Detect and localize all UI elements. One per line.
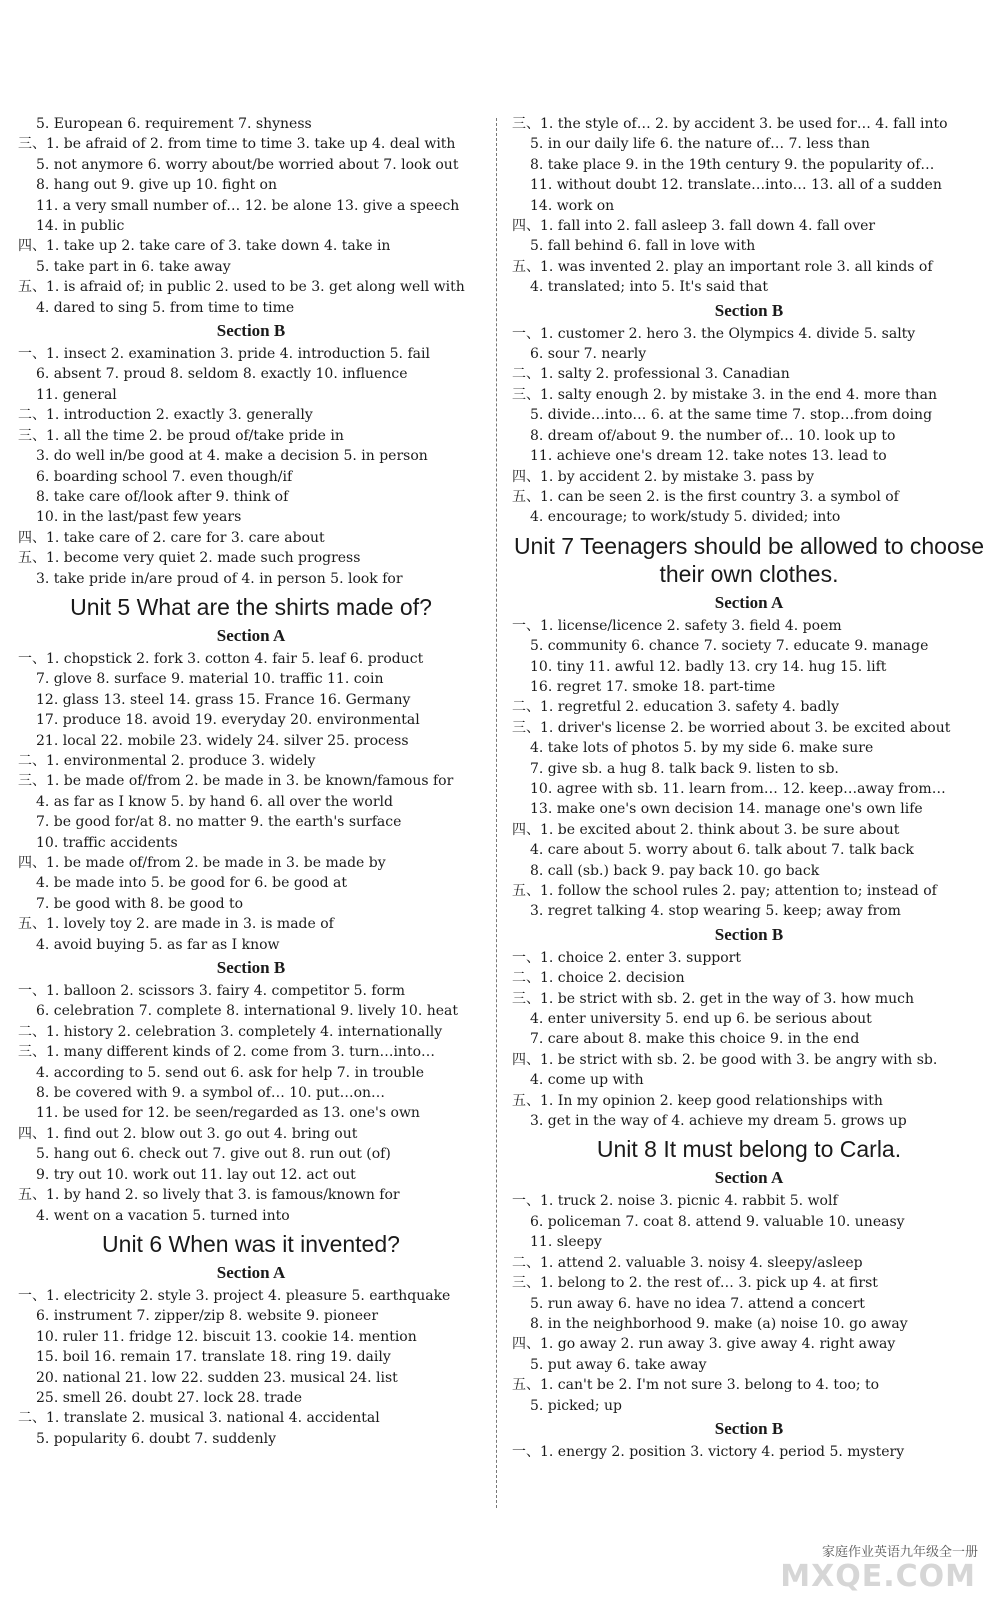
answer-line: 5. take part in 6. take away: [36, 258, 231, 275]
answer-line: 8. in the neighborhood 9. make (a) noise 10. go away: [530, 1315, 908, 1332]
answer-line: 四、1. be strict with sb. 2. be good with 3. be angry with sb.: [512, 1051, 938, 1068]
answer-line: 4. take lots of photos 5. by my side 6. make sure: [530, 740, 874, 757]
unit-title: Unit 5 What are the shirts made of?: [70, 593, 432, 620]
answer-line: 四、1. find out 2. blow out 3. go out 4. bring out: [18, 1125, 358, 1142]
answer-line: 5. in our daily life 6. the nature of… 7. less than: [530, 136, 870, 153]
answer-line: 二、1. choice 2. decision: [512, 970, 685, 987]
answer-line: 五、1. was invented 2. play an important role 3. all kinds of: [512, 258, 933, 275]
answer-line: 二、1. salty 2. professional 3. Canadian: [512, 366, 790, 383]
answer-line: 6. boarding school 7. even though/if: [36, 468, 293, 485]
answer-line: 4. translated; into 5. It's said that: [530, 279, 769, 296]
answer-line: 14. in public: [36, 218, 125, 235]
answer-line: 6. instrument 7. zipper/zip 8. website 9. pioneer: [36, 1308, 379, 1325]
answer-line: 4. went on a vacation 5. turned into: [36, 1207, 290, 1224]
answer-line: 一、1. energy 2. position 3. victory 4. period 5. mystery: [512, 1443, 905, 1460]
answer-line: 6. sour 7. nearly: [530, 346, 647, 363]
answer-line: 5. community 6. chance 7. society 7. educate 9. manage: [530, 638, 929, 655]
answer-line: 8. take place 9. in the 19th century 9. the popularity of…: [530, 156, 935, 173]
answer-line: 3. do well in/be good at 4. make a decision 5. in person: [36, 448, 428, 465]
answer-line: 10. tiny 11. awful 12. badly 13. cry 14. hug 15. lift: [530, 658, 887, 675]
answer-line: 8. hang out 9. give up 10. fight on: [36, 177, 277, 194]
answer-line: 一、1. license/licence 2. safety 3. field 4. poem: [512, 617, 842, 634]
answer-line: 三、1. many different kinds of 2. come from 3. turn…into…: [18, 1044, 436, 1061]
answer-line: 三、1. driver's license 2. be worried about 3. be excited about: [512, 719, 951, 736]
answer-line: 五、1. become very quiet 2. made such progress: [18, 550, 361, 567]
answer-line: 7. be good with 8. be good to: [36, 895, 244, 912]
answer-line: 一、1. balloon 2. scissors 3. fairy 4. competitor 5. form: [18, 983, 405, 1000]
section-heading: Section B: [714, 924, 784, 944]
answer-line: 四、1. by accident 2. by mistake 3. pass by: [512, 468, 815, 485]
answer-line: 四、1. take care of 2. care for 3. care about: [18, 529, 325, 546]
answer-line: 14. work on: [530, 197, 615, 214]
answer-line: 一、1. customer 2. hero 3. the Olympics 4. divide 5. salty: [512, 325, 916, 342]
answer-line: 5. European 6. requirement 7. shyness: [36, 116, 312, 132]
answer-line: 5. popularity 6. doubt 7. suddenly: [36, 1430, 277, 1447]
answer-line: 五、1. follow the school rules 2. pay; attention to; instead of: [512, 883, 937, 899]
section-heading: Section B: [714, 300, 784, 320]
answer-line: 11. be used for 12. be seen/regarded as 13. one's own: [36, 1105, 420, 1122]
answer-line: 8. call (sb.) back 9. pay back 10. go back: [530, 862, 820, 879]
answer-line: 二、1. regretful 2. education 3. safety 4. badly: [512, 699, 839, 716]
answer-line: 4. avoid buying 5. as far as I know: [36, 936, 280, 953]
answer-line: 6. celebration 7. complete 8. international 9. lively 10. heat: [36, 1003, 459, 1020]
answer-line: 6. policeman 7. coat 8. attend 9. valuable 10. uneasy: [530, 1213, 905, 1230]
right-column: [512, 114, 986, 1462]
answer-line: 10. in the last/past few years: [36, 509, 242, 526]
answer-line: 三、1. be made of/from 2. be made in 3. be known/famous for: [18, 773, 454, 790]
answer-line: 11. achieve one's dream 12. take notes 13. lead to: [530, 448, 887, 465]
answer-line: 3. get in the way of 4. achieve my dream 5. grows up: [530, 1113, 907, 1130]
answer-line: 一、1. truck 2. noise 3. picnic 4. rabbit 5. wolf: [512, 1193, 838, 1210]
answer-line: 一、1. choice 2. enter 3. support: [512, 949, 741, 966]
answer-line: 三、1. all the time 2. be proud of/take pride in: [18, 427, 344, 444]
answer-line: 5. not anymore 6. worry about/be worried about 7. look out: [36, 156, 459, 173]
answer-line: 3. take pride in/are proud of 4. in person 5. look for: [36, 570, 403, 587]
page-footer: 家庭作业英语九年级全一册: [821, 1545, 978, 1560]
answer-line: 三、1. be strict with sb. 2. get in the way of 3. how much: [512, 990, 915, 1007]
answer-line: 一、1. insect 2. examination 3. pride 4. introduction 5. fail: [18, 346, 430, 363]
answer-line: 5. run away 6. have no idea 7. attend a concert: [530, 1295, 865, 1312]
column-divider: [496, 118, 497, 1508]
answer-line: 四、1. be made of/from 2. be made in 3. be made by: [18, 855, 386, 871]
answer-line: 11. without doubt 12. translate…into… 13. all of a sudden: [530, 177, 942, 194]
answer-line: 8. take care of/look after 9. think of: [36, 488, 289, 505]
watermark-logo: MXQE.COM: [780, 1559, 976, 1594]
answer-line: 4. enter university 5. end up 6. be serious about: [530, 1011, 872, 1028]
answer-line: 11. a very small number of… 12. be alone 13. give a speech: [36, 197, 460, 214]
answer-line: 13. make one's own decision 14. manage one's own life: [530, 801, 923, 818]
unit-title: Unit 6 When was it invented?: [102, 1230, 400, 1257]
answer-line: 8. be covered with 9. a symbol of… 10. put…on…: [36, 1085, 386, 1102]
answer-line: 17. produce 18. avoid 19. everyday 20. environmental: [36, 712, 420, 729]
section-heading: Section B: [216, 958, 286, 978]
answer-line: 16. regret 17. smoke 18. part-time: [530, 678, 776, 695]
answer-line: 三、1. salty enough 2. by mistake 3. in the end 4. more than: [512, 386, 938, 403]
answer-line: 7. give sb. a hug 8. talk back 9. listen to sb.: [530, 760, 839, 777]
answer-line: 12. glass 13. steel 14. grass 15. France 16. Germany: [36, 691, 411, 708]
answer-line: 4. come up with: [530, 1072, 644, 1089]
answer-line: 二、1. history 2. celebration 3. completely 4. internationally: [18, 1023, 443, 1040]
answer-line: 五、1. by hand 2. so lively that 3. is famous/known for: [18, 1187, 400, 1204]
section-heading: Section B: [714, 1418, 784, 1438]
answer-line: 5. hang out 6. check out 7. give out 8. run out (of): [36, 1146, 391, 1163]
answer-line: 4. be made into 5. be good for 6. be good at: [36, 875, 348, 892]
answer-line: 4. dared to sing 5. from time to time: [36, 299, 295, 316]
answer-line: 10. ruler 11. fridge 12. biscuit 13. cookie 14. mention: [36, 1328, 417, 1345]
answer-line: 9. try out 10. work out 11. lay out 12. act out: [36, 1166, 356, 1183]
section-heading: Section B: [216, 321, 286, 341]
answer-line: 二、1. environmental 2. produce 3. widely: [18, 752, 316, 769]
answer-line: 25. smell 26. doubt 27. lock 28. trade: [36, 1389, 303, 1406]
answer-line: 4. encourage; to work/study 5. divided; into: [530, 509, 841, 526]
answer-line: 7. care about 8. make this choice 9. in the end: [530, 1031, 860, 1048]
answer-line: 8. dream of/about 9. the number of… 10. look up to: [530, 427, 896, 444]
section-heading: Section A: [216, 1262, 286, 1282]
answer-line: 4. as far as I know 5. by hand 6. all over the world: [36, 793, 393, 810]
answer-line: 20. national 21. low 22. sudden 23. musical 24. list: [36, 1369, 398, 1386]
answer-line: 二、1. attend 2. valuable 3. noisy 4. sleepy/asleep: [512, 1254, 863, 1271]
answer-line: 三、1. belong to 2. the rest of… 3. pick up 4. at first: [512, 1275, 878, 1292]
answer-line: 5. fall behind 6. fall in love with: [530, 238, 756, 255]
answer-line: 五、1. lovely toy 2. are made in 3. is made of: [18, 916, 334, 933]
answer-line: 4. according to 5. send out 6. ask for help 7. in trouble: [36, 1064, 425, 1081]
unit-title: Unit 8 It must belong to Carla.: [596, 1136, 902, 1163]
answer-line: 5. divide…into… 6. at the same time 7. stop…from doing: [530, 407, 933, 424]
answer-line: 四、1. be excited about 2. think about 3. be sure about: [512, 821, 900, 838]
answer-line: 二、1. introduction 2. exactly 3. generally: [18, 407, 313, 424]
left-column: [18, 114, 484, 1449]
answer-line: 二、1. translate 2. musical 3. national 4. accidental: [18, 1410, 380, 1427]
answer-line: 3. regret talking 4. stop wearing 5. keep; away from: [530, 903, 901, 920]
answer-line: 5. picked; up: [530, 1397, 622, 1414]
answer-line: 五、1. In my opinion 2. keep good relationships with: [512, 1092, 883, 1109]
answer-line: 四、1. go away 2. run away 3. give away 4. right away: [512, 1336, 896, 1353]
section-heading: Section A: [216, 625, 286, 645]
answer-line: 7. be good for/at 8. no matter 9. the earth's surface: [36, 814, 402, 831]
answer-line: 一、1. chopstick 2. fork 3. cotton 4. fair 5. leaf 6. product: [18, 650, 424, 667]
answer-line: 10. traffic accidents: [36, 834, 178, 851]
answer-line: 10. agree with sb. 11. learn from… 12. keep…away from…: [530, 780, 946, 797]
answer-line: 6. absent 7. proud 8. seldom 8. exactly 10. influence: [36, 366, 408, 383]
answer-line: 一、1. electricity 2. style 3. project 4. pleasure 5. earthquake: [18, 1287, 451, 1304]
answer-line: 15. boil 16. remain 17. translate 18. ring 19. daily: [36, 1349, 391, 1366]
answer-line: 四、1. take up 2. take care of 3. take down 4. take in: [18, 238, 391, 255]
answer-line: 三、1. be afraid of 2. from time to time 3. take up 4. deal with: [18, 136, 456, 153]
section-heading: Section A: [714, 1168, 784, 1188]
answer-line: 5. put away 6. take away: [530, 1356, 707, 1373]
unit-title: Unit 7 Teenagers should be allowed to choose their own clothes.: [513, 532, 985, 587]
answer-line: 四、1. fall into 2. fall asleep 3. fall down 4. fall over: [512, 218, 876, 235]
answer-line: 三、1. the style of… 2. by accident 3. be used for… 4. fall into: [512, 116, 948, 132]
answer-line: 五、1. is afraid of; in public 2. used to be 3. get along well with: [18, 279, 465, 296]
section-heading: Section A: [714, 592, 784, 612]
answer-line: 五、1. can be seen 2. is the first country 3. a symbol of: [512, 488, 899, 505]
answer-line: 11. general: [36, 386, 117, 403]
answer-line: 7. glove 8. surface 9. material 10. traffic 11. coin: [36, 671, 384, 688]
answer-line: 21. local 22. mobile 23. widely 24. silver 25. process: [36, 732, 409, 749]
answer-line: 4. care about 5. worry about 6. talk about 7. talk back: [530, 842, 914, 859]
answer-line: 11. sleepy: [530, 1234, 602, 1251]
answer-line: 五、1. can't be 2. I'm not sure 3. belong to 4. too; to: [512, 1377, 880, 1394]
